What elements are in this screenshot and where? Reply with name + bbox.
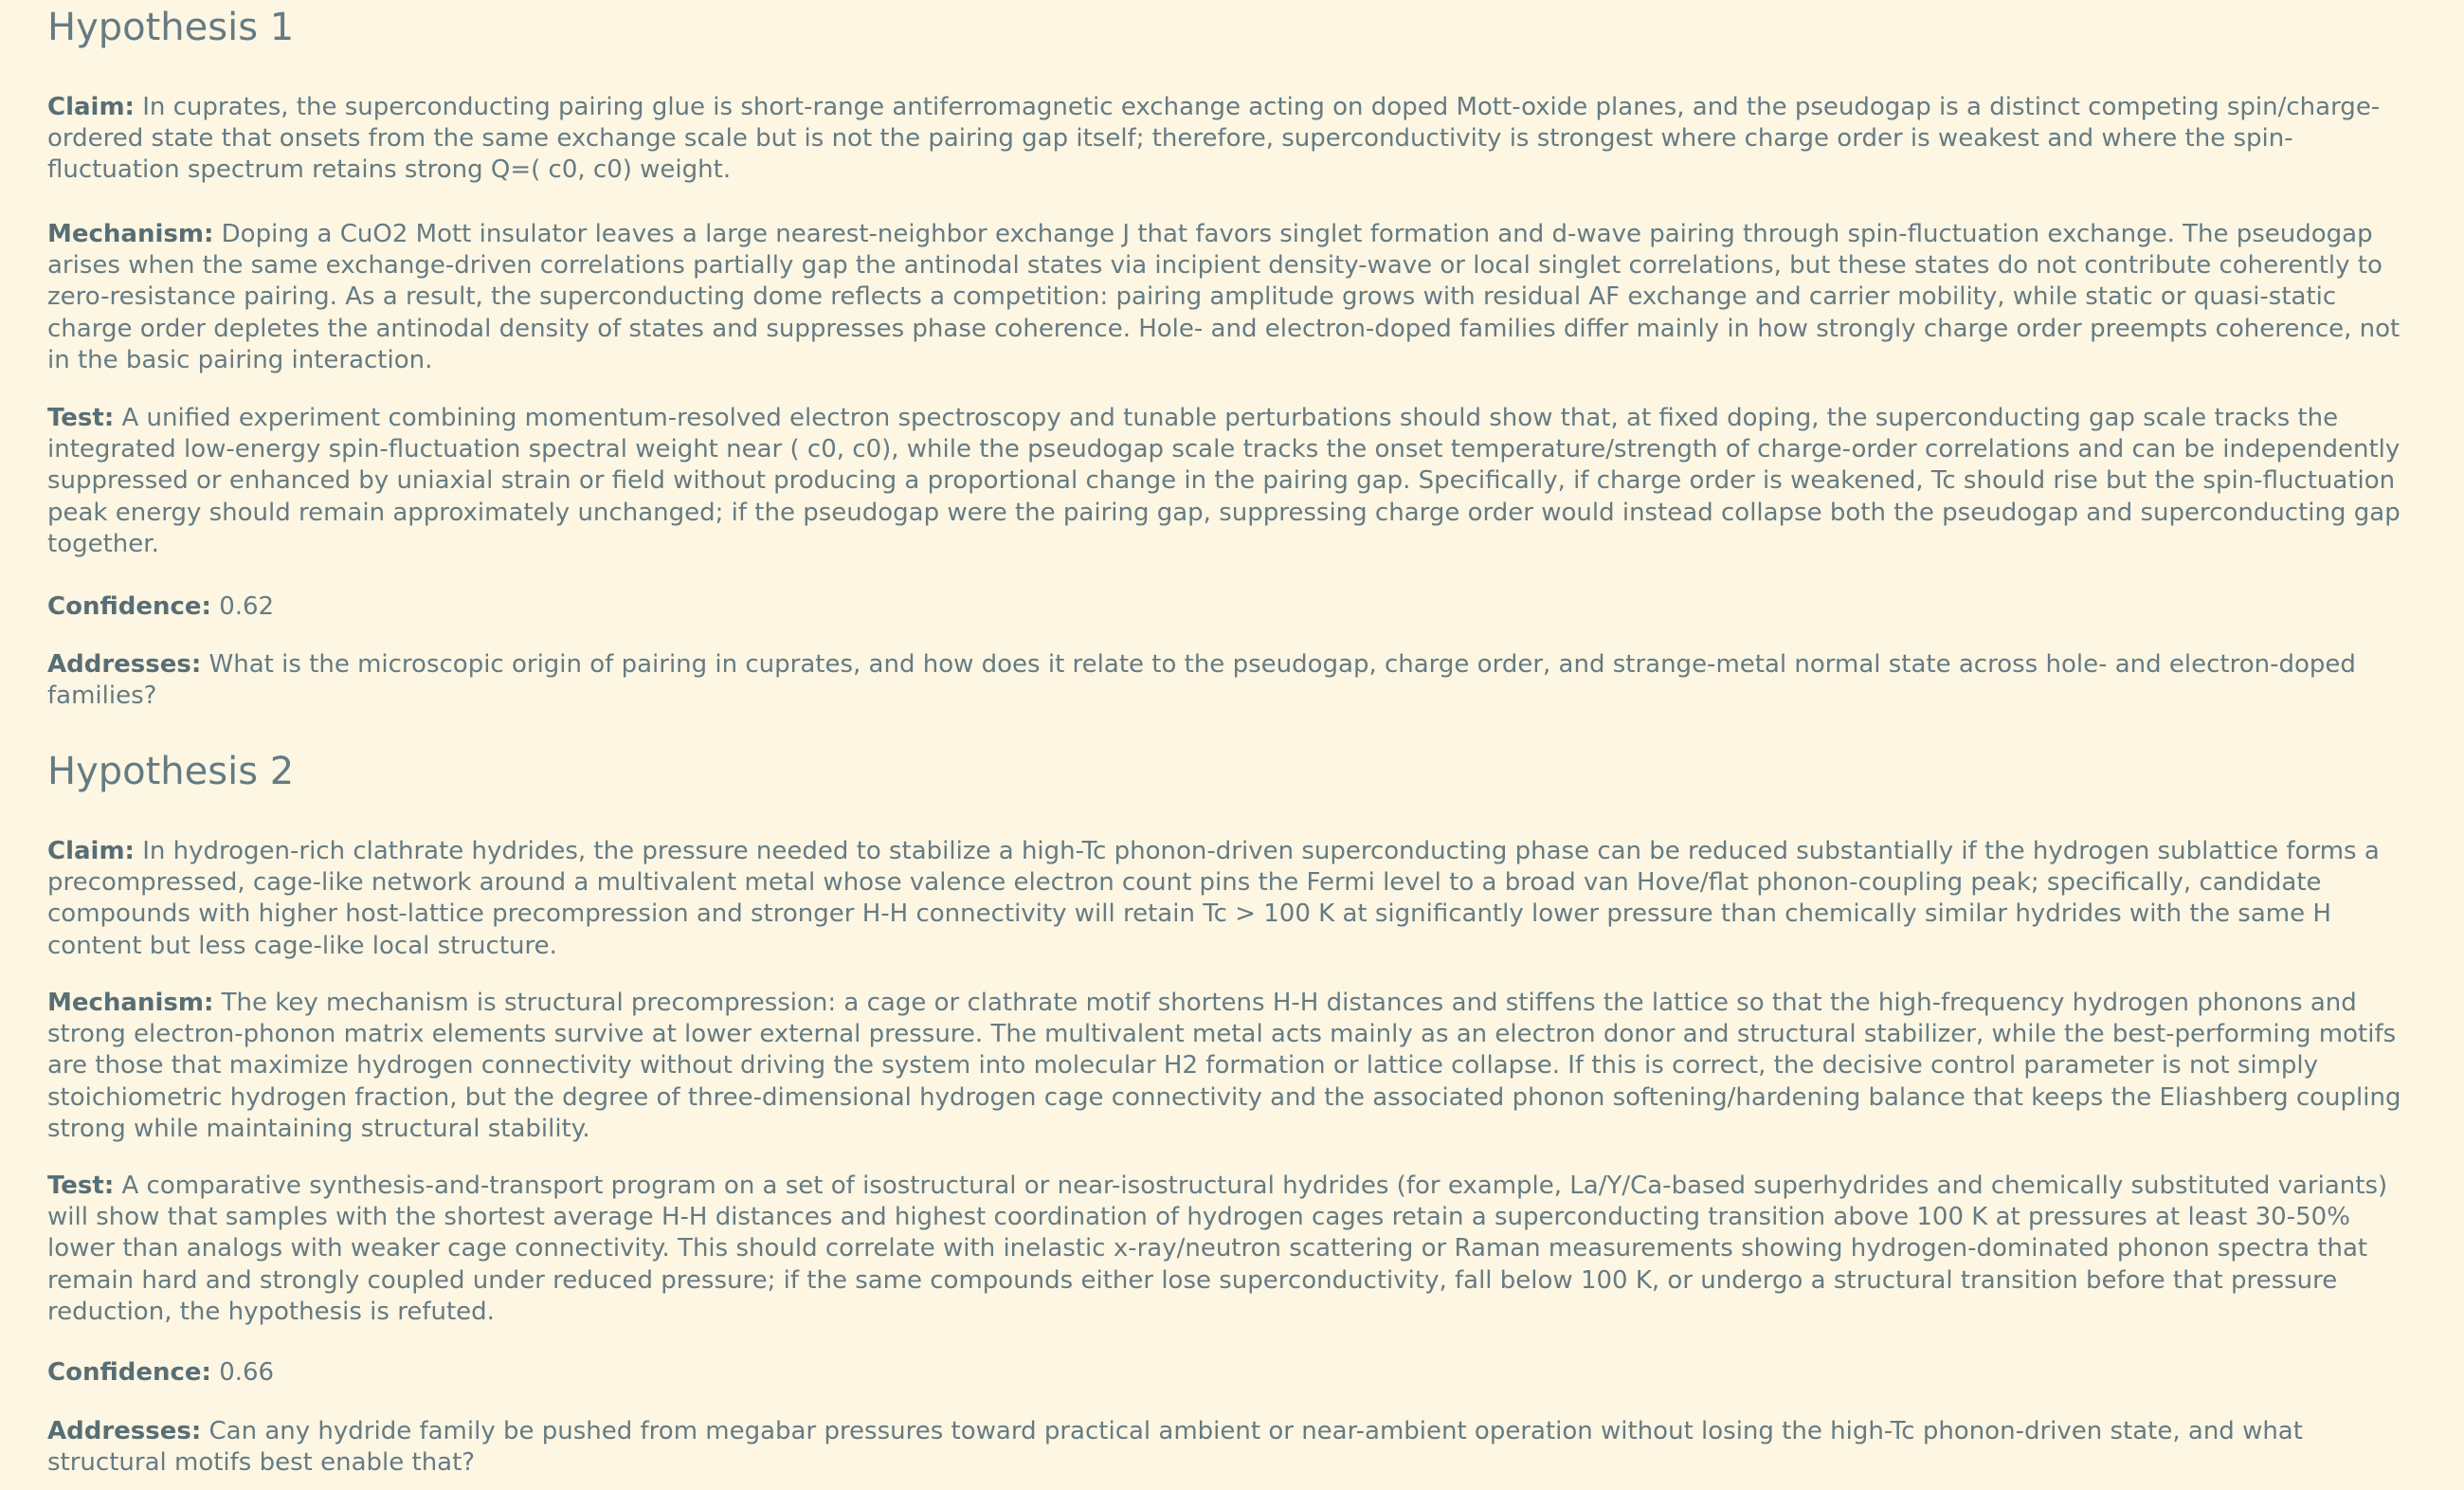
- hypothesis-2-confidence: [47, 1357, 2455, 1389]
- hypothesis-2-claim: [47, 836, 2455, 962]
- claim-text: In hydrogen-rich clathrate hydrides, the pressure needed to stabilize a high-Tc phonon-driven superconducting phase can be reduced substantially if the hydrogen sublattice forms a precompressed, cage-like network around a multivalent metal whose valence electron count pins the Fermi level to a broad van Hove/flat phonon-coupling peak; specifically, candidate compounds with higher host-lattice precompression and stronger H-H connectivity will retain Tc > 100 K at significantly lower pressure than chemically similar hydrides with the same H content but less cage-like local structure.: [47, 837, 2380, 960]
- addresses-text: Can any hydride family be pushed from megabar pressures toward practical ambient or near-ambient operation without losing the high-Tc phonon-driven state, and what structural motifs best enable that?: [47, 1417, 2303, 1478]
- confidence-value: 0.66: [219, 1358, 275, 1387]
- hypothesis-1-title: Hypothesis 1: [47, 6, 295, 49]
- hypothesis-1-test: [47, 403, 2455, 560]
- test-text: A unified experiment combining momentum-resolved electron spectroscopy and tunable perturbations should show that, at fixed doping, the superconducting gap scale tracks the integrated low-energy spin-fluctuation spectral weight near ( c0, c0), while the pseudogap scale tracks the onset temperature/strength of charge-order correlations and can be independently suppressed or enhanced by uniaxial strain or field without producing a proportional change in the pairing gap. Specifically, if charge order is weakened, Tc should rise but the spin-fluctuation peak energy should remain approximately unchanged; if the pseudogap were the pairing gap, suppressing charge order would instead collapse both the pseudogap and superconducting gap together.: [47, 404, 2401, 558]
- hypothesis-1-addresses: [47, 649, 2455, 712]
- hypothesis-2-addresses: [47, 1416, 2455, 1479]
- mechanism-label: Mechanism:: [47, 989, 214, 1017]
- hypothesis-1-mechanism: [47, 219, 2455, 376]
- addresses-label: Addresses:: [47, 650, 202, 679]
- addresses-text: What is the microscopic origin of pairing in cuprates, and how does it relate to the pseudogap, charge order, and strange-metal normal state across hole- and electron-doped families?: [47, 650, 2356, 711]
- addresses-label: Addresses:: [47, 1417, 202, 1445]
- claim-label: Claim:: [47, 93, 135, 121]
- confidence-label: Confidence:: [47, 592, 211, 621]
- hypothesis-2-title: Hypothesis 2: [47, 750, 295, 793]
- hypothesis-1-confidence: [47, 591, 2455, 623]
- mechanism-label: Mechanism:: [47, 220, 214, 248]
- confidence-value: 0.62: [219, 592, 275, 621]
- hypothesis-2-mechanism: [47, 988, 2455, 1145]
- hypothesis-1-claim: [47, 92, 2455, 187]
- test-text: A comparative synthesis-and-transport program on a set of isostructural or near-isostructural hydrides (for example, La/Y/Ca-based superhydrides and chemically substituted variants) will show that samples with the shortest average H-H distances and highest coordination of hydrogen cages retain a superconducting transition above 100 K at pressures at least 30-50% lower than analogs with weaker cage connectivity. This should correlate with inelastic x-ray/neutron scattering or Raman measurements showing hydrogen-dominated phonon spectra that remain hard and strongly coupled under reduced pressure; if the same compounds either lose superconductivity, fall below 100 K, or undergo a structural transition before that pressure reduction, the hypothesis is refuted.: [47, 1172, 2388, 1326]
- test-label: Test:: [47, 404, 115, 432]
- test-label: Test:: [47, 1172, 115, 1200]
- mechanism-text: The key mechanism is structural precompression: a cage or clathrate motif shortens H-H distances and stiffens the lattice so that the high-frequency hydrogen phonons and strong electron-phonon matrix elements survive at lower external pressure. The multivalent metal acts mainly as an electron donor and structural stabilizer, while the best-performing motifs are those that maximize hydrogen connectivity without driving the system into molecular H2 formation or lattice collapse. If this is correct, the decisive control parameter is not simply stoichiometric hydrogen fraction, but the degree of three-dimensional hydrogen cage connectivity and the associated phonon softening/hardening balance that keeps the Eliashberg coupling strong while maintaining structural stability.: [47, 989, 2401, 1143]
- mechanism-text: Doping a CuO2 Mott insulator leaves a large nearest-neighbor exchange J that favors singlet formation and d-wave pairing through spin-fluctuation exchange. The pseudogap arises when the same exchange-driven correlations partially gap the antinodal states via incipient density-wave or local singlet correlations, but these states do not contribute coherently to zero-resistance pairing. As a result, the superconducting dome reflects a competition: pairing amplitude grows with residual AF exchange and carrier mobility, while static or quasi-static charge order depletes the antinodal density of states and suppresses phase coherence. Hole- and electron-doped families differ mainly in how strongly charge order preempts coherence, not in the basic pairing interaction.: [47, 220, 2401, 374]
- claim-label: Claim:: [47, 837, 135, 865]
- confidence-label: Confidence:: [47, 1358, 211, 1387]
- hypothesis-2-test: [47, 1171, 2455, 1328]
- claim-text: In cuprates, the superconducting pairing glue is short-range antiferromagnetic exchange acting on doped Mott-oxide planes, and the pseudogap is a distinct competing spin/charge- ordered state that onsets from the same exchange scale but is not the pairing gap itself; therefore, superconductivity is strongest where charge order is weakest and where the spin- fluctuation spectrum retains strong Q=( c0, c0) weight.: [47, 93, 2381, 185]
